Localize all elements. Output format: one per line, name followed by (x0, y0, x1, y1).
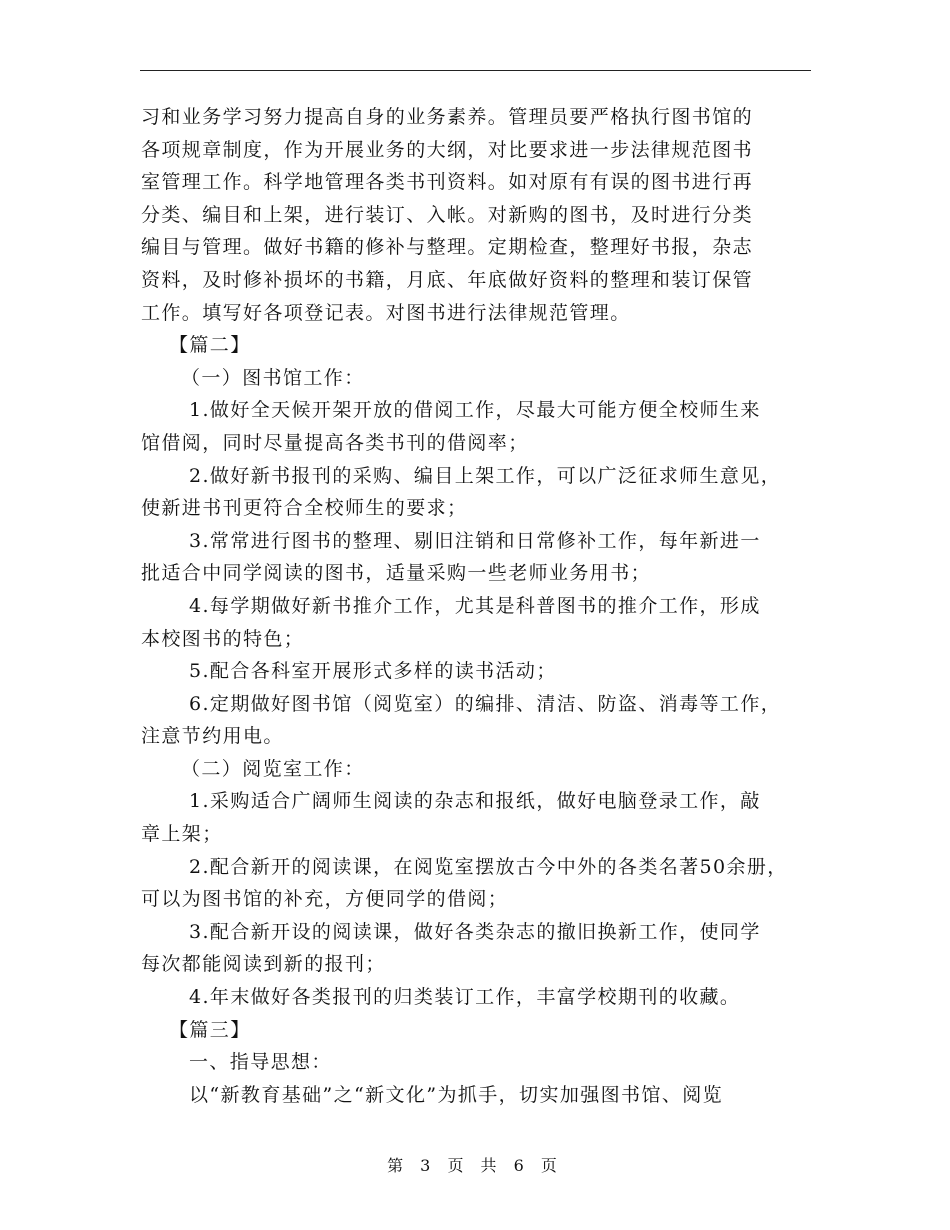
list-item: 4.年末做好各类报刊的归类装订工作，丰富学校期刊的收藏。 (189, 986, 741, 1009)
list-item-continuation: 使新进书刊更符合全校师生的要求； (141, 497, 468, 520)
body-line: 以“新教育基础”之“新文化”为抓手，切实加强图书馆、阅览 (189, 1083, 724, 1106)
page-footer: 第 3 页 共 6 页 (387, 1156, 563, 1175)
body-line: 习和业务学习努力提高自身的业务素养。管理员要严格执行图书馆的 (141, 106, 754, 128)
list-item: 1.做好全天候开架开放的借阅工作，尽最大可能方便全校师生来 (189, 399, 761, 422)
list-item-continuation: 每次都能阅读到新的报刊； (141, 953, 386, 976)
list-item: 5.配合各科室开展形式多样的读书活动； (189, 660, 557, 683)
list-item: 4.每学期做好新书推介工作，尤其是科普图书的推介工作，形成 (189, 594, 761, 617)
list-item: 2.做好新书报刊的采购、编目上架工作，可以广泛征求师生意见， (189, 464, 782, 487)
subsection-heading: 一、指导思想： (189, 1051, 332, 1074)
body-line: 各项规章制度，作为开展业务的大纲，对比要求进一步法律规范图书 (141, 138, 754, 161)
list-item-continuation: 可以为图书馆的补充，方便同学的借阅； (141, 888, 509, 911)
document-body (141, 101, 813, 1111)
list-item-continuation: 本校图书的特色； (141, 627, 305, 650)
body-line: 编目与管理。做好书籍的修补与整理。定期检查，整理好书报，杂志 (141, 236, 754, 259)
subsection-heading: （一）图书馆工作： (181, 366, 365, 389)
list-item-continuation: 馆借阅，同时尽量提高各类书刊的借阅率； (141, 431, 529, 454)
body-line: 工作。填写好各项登记表。对图书进行法律规范管理。 (141, 301, 631, 324)
subsection-heading: （二）阅览室工作： (181, 757, 365, 780)
header-rule (140, 70, 811, 71)
section-heading: 【篇二】 (169, 334, 251, 357)
list-item: 1.采购适合广阔师生阅读的杂志和报纸，做好电脑登录工作，敲 (189, 790, 761, 813)
list-item-continuation: 章上架； (141, 823, 223, 846)
list-item-continuation: 注意节约用电。 (141, 725, 284, 748)
section-heading: 【篇三】 (169, 1018, 251, 1041)
list-item: 3.配合新开设的阅读课，做好各类杂志的撤旧换新工作，使同学 (189, 920, 761, 943)
list-item: 6.定期做好图书馆（阅览室）的编排、清洁、防盗、消毒等工作， (189, 692, 782, 715)
body-line: 资料，及时修补损坏的书籍，月底、年底做好资料的整理和装订保管 (141, 268, 754, 291)
body-line: 分类、编目和上架，进行装订、入帐。对新购的图书，及时进行分类 (141, 203, 754, 226)
body-line: 室管理工作。科学地管理各类书刊资料。如对原有有误的图书进行再 (141, 171, 754, 194)
list-item-continuation: 批适合中同学阅读的图书，适量采购一些老师业务用书； (141, 562, 652, 585)
list-item: 2.配合新开的阅读课，在阅览室摆放古今中外的各类名著50余册， (189, 855, 788, 878)
list-item: 3.常常进行图书的整理、剔旧注销和日常修补工作，每年新进一 (189, 529, 761, 552)
